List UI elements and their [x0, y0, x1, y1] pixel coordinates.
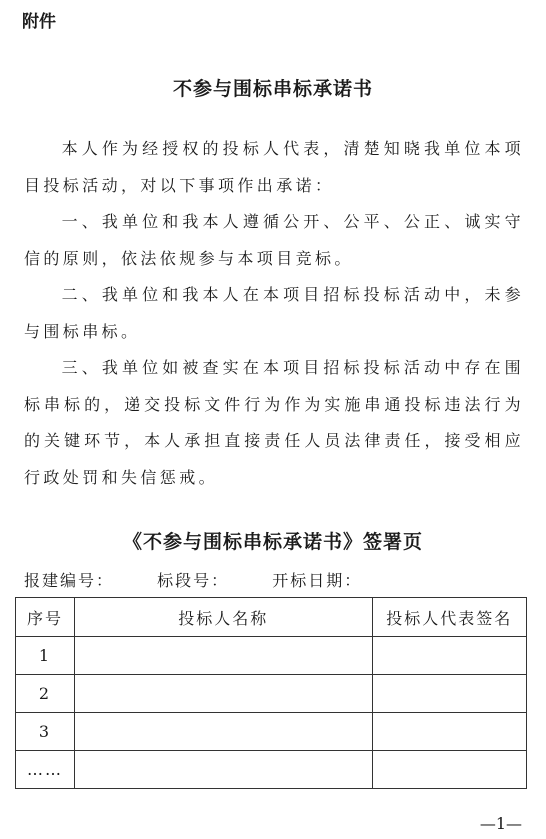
row-index: …… — [16, 751, 75, 789]
header-representative-signature: 投标人代表签名 — [372, 598, 526, 637]
sign-meta-fields — [24, 568, 398, 591]
paragraph-item-2: 二、我单位和我本人在本项目招标投标活动中，未参与围标串标。 — [24, 285, 524, 341]
signature-cell[interactable] — [372, 713, 526, 751]
row-index: 3 — [16, 713, 75, 751]
table-row — [16, 751, 527, 789]
field-opening-date: 开标日期： — [272, 571, 363, 590]
paragraph-intro: 本人作为经授权的投标人代表，清楚知晓我单位本项目投标活动，对以下事项作出承诺： — [24, 139, 524, 195]
bidder-name-cell[interactable] — [74, 713, 372, 751]
signature-cell[interactable] — [372, 675, 526, 713]
header-bidder-name: 投标人名称 — [74, 598, 372, 637]
paragraph-item-1: 一、我单位和我本人遵循公开、公平、公正、诚实守信的原则，依法依规参与本项目竞标。 — [24, 212, 524, 268]
header-index: 序号 — [16, 598, 75, 637]
pledge-body — [24, 131, 524, 496]
bidder-name-cell[interactable] — [74, 751, 372, 789]
signature-cell[interactable] — [372, 637, 526, 675]
row-index: 1 — [16, 637, 75, 675]
field-lot-no: 标段号： — [157, 571, 230, 590]
bidder-name-cell[interactable] — [74, 637, 372, 675]
table-row — [16, 637, 527, 675]
signature-table — [15, 597, 527, 789]
table-header-row — [16, 598, 527, 637]
page-number: —1— — [479, 814, 522, 833]
attachment-label: 附件 — [22, 12, 56, 32]
row-index: 2 — [16, 675, 75, 713]
table-row — [16, 713, 527, 751]
document-title: 不参与围标串标承诺书 — [172, 78, 373, 100]
field-registration-no: 报建编号： — [24, 571, 115, 590]
paragraph-item-3: 三、我单位如被查实在本项目招标投标活动中存在围标串标的，递交投标文件行为作为实施串通投标违法行为的关键环节，本人承担直接责任人员法律责任，接受相应行政处罚和失信惩戒。 — [24, 358, 524, 487]
signature-cell[interactable] — [372, 751, 526, 789]
table-row — [16, 675, 527, 713]
sign-page-title: 《不参与围标串标承诺书》签署页 — [122, 531, 423, 553]
bidder-name-cell[interactable] — [74, 675, 372, 713]
